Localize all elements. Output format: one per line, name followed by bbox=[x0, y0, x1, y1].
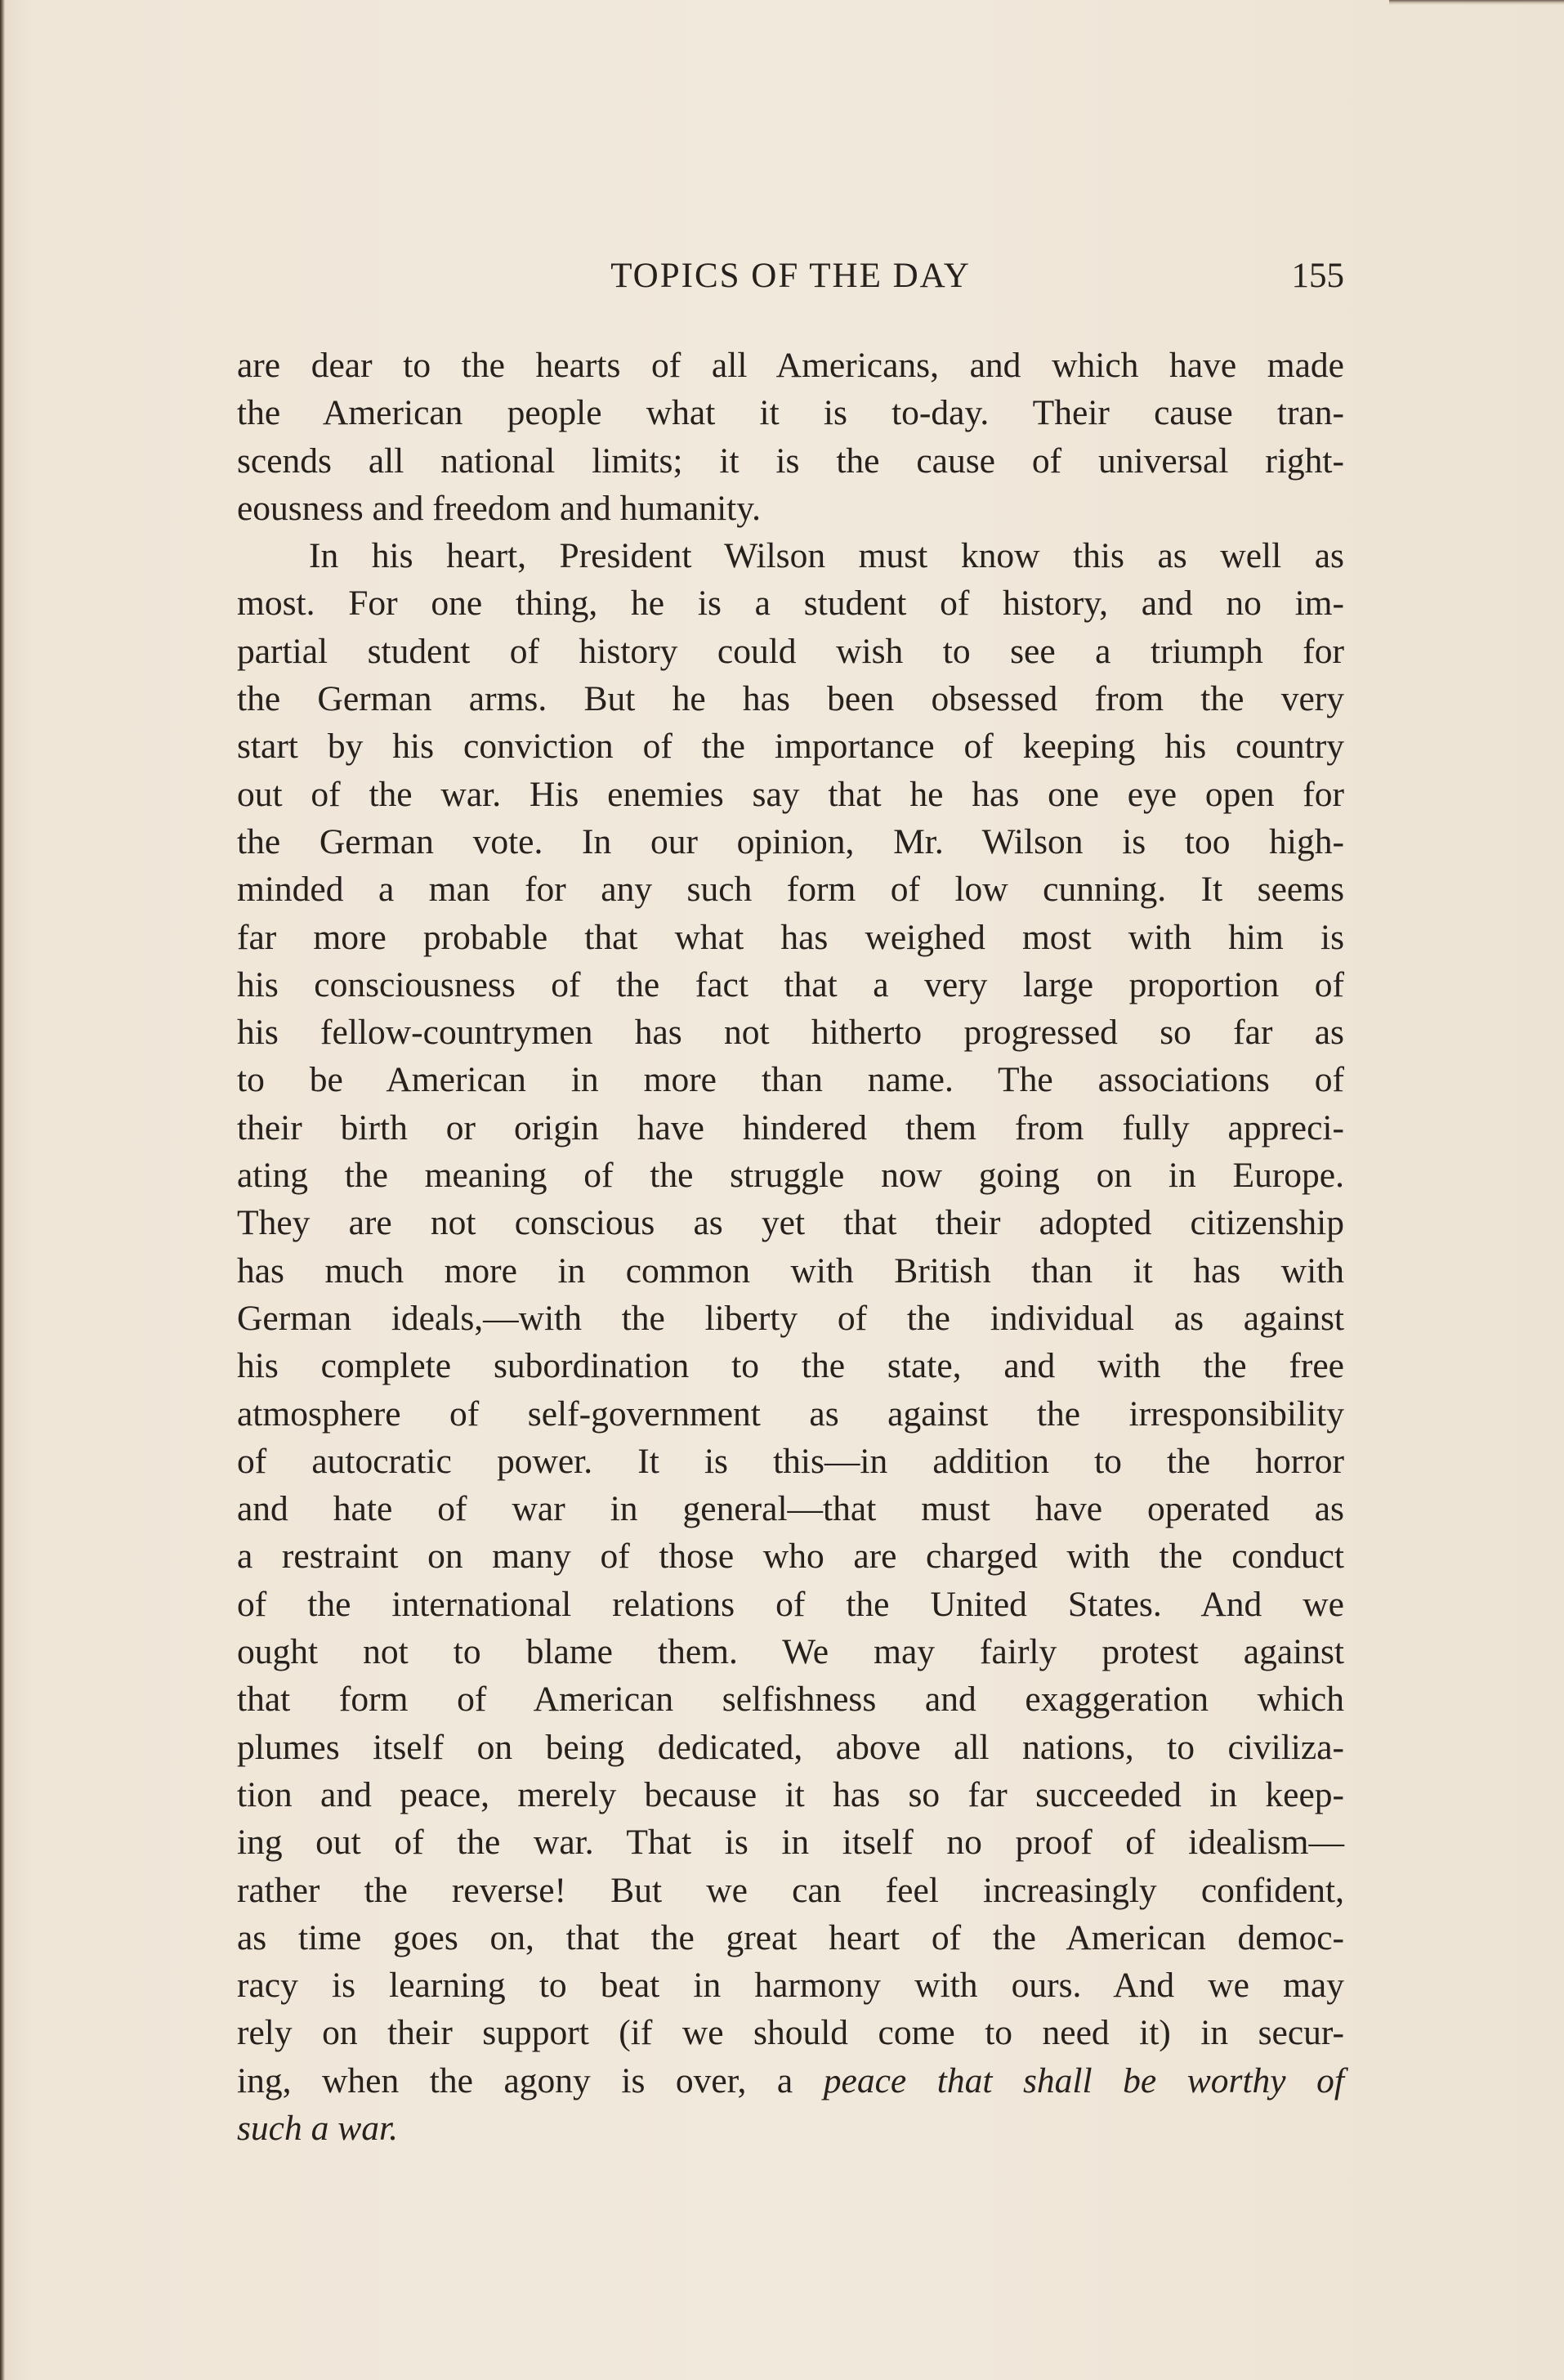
text-line: atmosphere of self-government as against the irresponsibility bbox=[237, 1394, 1344, 1434]
text-line: a restraint on many of those who are charged with the conduct bbox=[237, 1537, 1344, 1577]
text-line: ought not to blame them. We may fairly protest against bbox=[237, 1632, 1344, 1672]
text-line: are dear to the hearts of all Americans, and which have made bbox=[237, 346, 1344, 385]
text-line: start by his conviction of the importance of keeping his country bbox=[237, 727, 1344, 767]
text-line: that form of American selfishness and exaggeration which bbox=[237, 1680, 1344, 1720]
text-line: the German vote. In our opinion, Mr. Wilson is too high- bbox=[237, 821, 1344, 861]
text-line: and hate of war in general—that must have operated as bbox=[237, 1489, 1344, 1529]
text-line: his complete subordination to the state, and with the free bbox=[237, 1346, 1344, 1386]
text-line: their birth or origin have hindered them from fully appreci- bbox=[237, 1107, 1344, 1148]
body-text bbox=[237, 342, 1344, 2152]
running-title: TOPICS OF THE DAY bbox=[610, 257, 971, 295]
italic-phrase: peace that shall be worthy of bbox=[823, 2060, 1344, 2100]
text-line: of the international relations of the United States. And we bbox=[237, 1584, 1344, 1624]
text-line: tion and peace, merely because it has so far succeeded in keep- bbox=[237, 1774, 1344, 1814]
text-line: racy is learning to beat in harmony with ours. And we may bbox=[237, 1966, 1344, 2006]
text-line: as time goes on, that the great heart of the American democ- bbox=[237, 1917, 1344, 1957]
text-line: scends all national limits; it is the cause of universal right- bbox=[237, 441, 1344, 481]
text-line: rely on their support (if we should come to need it) in secur- bbox=[237, 2013, 1344, 2053]
text-line: out of the war. His enemies say that he has one eye open for bbox=[237, 774, 1344, 814]
text-line: most. For one thing, he is a student of history, and no im- bbox=[237, 584, 1344, 624]
text-line: German ideals,—with the liberty of the individual as against bbox=[237, 1298, 1344, 1338]
text-line: minded a man for any such form of low cunning. It seems bbox=[237, 870, 1344, 910]
running-header bbox=[237, 252, 1344, 301]
text-line: has much more in common with British than it has with bbox=[237, 1250, 1344, 1291]
page-number: 155 bbox=[1291, 257, 1344, 295]
text-line: far more probable that what has weighed most with him is bbox=[237, 917, 1344, 957]
text-line: plumes itself on being dedicated, above all nations, to civiliza- bbox=[237, 1727, 1344, 1767]
text-line: his fellow-countrymen has not hitherto progressed so far as bbox=[237, 1013, 1344, 1053]
text-line: ating the meaning of the struggle now going on in Europe. bbox=[237, 1156, 1344, 1196]
text-line: They are not conscious as yet that their adopted citizenship bbox=[237, 1203, 1344, 1243]
text-line: eousness and freedom and humanity. bbox=[237, 488, 762, 528]
text-line: to be American in more than name. The associations of bbox=[237, 1060, 1344, 1100]
page-binding-edge bbox=[0, 0, 5, 2380]
text-line: his consciousness of the fact that a very large proportion of bbox=[237, 964, 1344, 1004]
text-line: the German arms. But he has been obsessed from the very bbox=[237, 679, 1344, 719]
closing-italic-line: such a war. bbox=[237, 2108, 398, 2148]
text-line: ing out of the war. That is in itself no proof of idealism— bbox=[237, 1823, 1344, 1863]
text-line: the American people what it is to-day. Their cause tran- bbox=[237, 393, 1344, 433]
text-line: partial student of history could wish to see a triumph for bbox=[237, 631, 1344, 671]
paragraph-first-line: In his heart, President Wilson must know this as well as bbox=[309, 536, 1344, 576]
text-run: ing, when the agony is over, a bbox=[237, 2060, 824, 2100]
page-top-edge bbox=[1389, 0, 1564, 5]
text-line: of autocratic power. It is this—in addition to the horror bbox=[237, 1441, 1344, 1481]
text-line: rather the reverse! But we can feel increasingly confident, bbox=[237, 1870, 1344, 1910]
text-line-with-italic bbox=[237, 2057, 1344, 2105]
